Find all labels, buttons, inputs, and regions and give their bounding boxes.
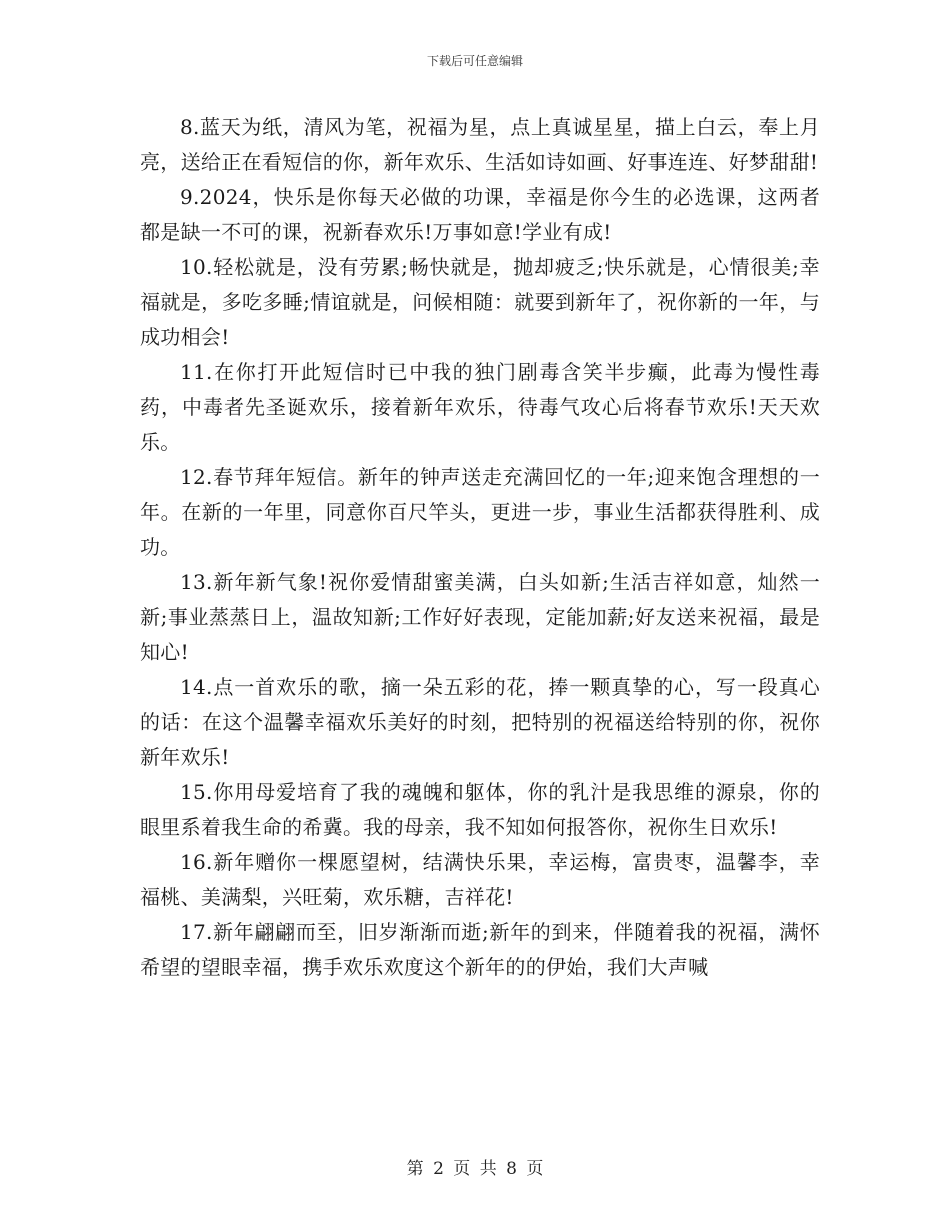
paragraph-11: 11.在你打开此短信时已中我的独门剧毒含笑半步癫，此毒为慢性毒药，中毒者先圣诞欢乐，接着新年欢乐，待毒气攻心后将春节欢乐!天天欢乐。 [140,360,820,454]
paragraph-16: 16.新年赠你一棵愿望树，结满快乐果，幸运梅，富贵枣，温馨李，幸福桃、美满梨，兴旺菊，欢乐糖，吉祥花! [140,850,820,909]
document-body [140,110,820,985]
paragraph-9: 9.2024，快乐是你每天必做的功课，幸福是你今生的必选课，这两者都是缺一不可的课，祝新春欢乐!万事如意!学业有成! [140,185,820,244]
paragraph-14: 14.点一首欢乐的歌，摘一朵五彩的花，捧一颗真挚的心，写一段真心的话：在这个温馨幸福欢乐美好的时刻，把特别的祝福送给特别的你，祝你新年欢乐! [140,675,820,769]
paragraph-10: 10.轻松就是，没有劳累;畅快就是，抛却疲乏;快乐就是，心情很美;幸福就是，多吃多睡;情谊就是，问候相随：就要到新年了，祝你新的一年，与成功相会! [140,255,820,349]
paragraph-8: 8.蓝天为纸，清风为笔，祝福为星，点上真诚星星，描上白云，奉上月亮，送给正在看短信的你，新年欢乐、生活如诗如画、好事连连、好梦甜甜! [140,115,820,174]
page-header: 下载后可任意编辑 [426,54,523,68]
paragraph-17: 17.新年翩翩而至，旧岁渐渐而逝;新年的到来，伴随着我的祝福，满怀希望的望眼幸福，携手欢乐欢度这个新年的的伊始，我们大声喊 [140,920,820,979]
page-number: 第 2 页 共 8 页 [406,1159,544,1179]
paragraph-12: 12.春节拜年短信。新年的钟声送走充满回忆的一年;迎来饱含理想的一年。在新的一年里，同意你百尺竿头，更进一步，事业生活都获得胜利、成功。 [140,465,820,559]
paragraph-13: 13.新年新气象!祝你爱情甜蜜美满，白头如新;生活吉祥如意，灿然一新;事业蒸蒸日上，温故知新;工作好好表现，定能加薪;好友送来祝福，最是知心! [140,570,820,664]
paragraph-15: 15.你用母爱培育了我的魂魄和躯体，你的乳汁是我思维的源泉，你的眼里系着我生命的希冀。我的母亲，我不知如何报答你，祝你生日欢乐! [140,780,820,839]
